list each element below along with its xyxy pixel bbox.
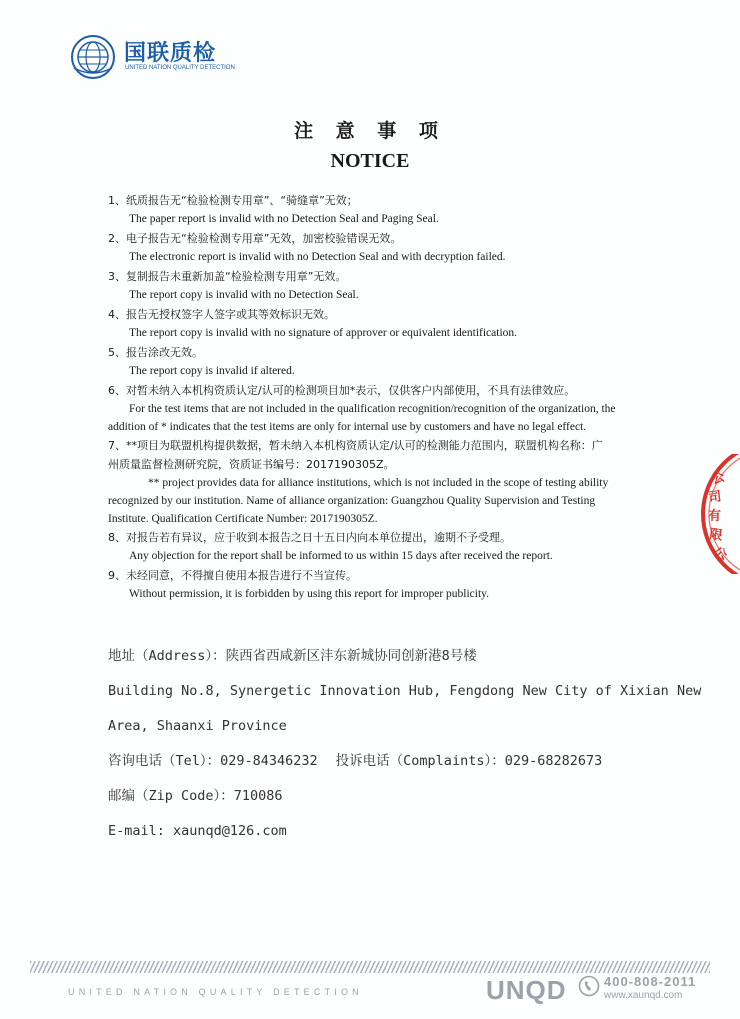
company-logo [70,34,270,78]
notice-text-cn: 8、对报告若有异议，应于收到本报告之日十五日内向本单位提出，逾期不予受理。 [108,531,511,544]
svg-text:限: 限 [708,527,724,544]
notice-text-en: Without permission, it is forbidden by using this report for improper publicity. [129,588,490,600]
notice-item [108,381,683,436]
notice-text-en-line: recognized by our institution. Name of alliance organization: Guangzhou Quality Supervision and Testing [108,495,596,507]
notice-text-en [108,400,683,436]
svg-text:公: 公 [711,545,729,564]
notice-text-en-line: Institute. Qualification Certificate Number: 2017190305Z. [108,513,378,525]
email: E-mail: xaunqd@126.com [108,823,287,839]
notice-text-en: The paper report is invalid with no Detection Seal and Paging Seal. [129,213,439,225]
page-title-chinese: 注 意 事 项 [294,120,446,142]
notice-text-en: The electronic report is invalid with no Detection Seal and with decryption failed. [129,251,506,263]
notice-text-en-line: ** project provides data for alliance institutions, which is not included in the scope of testing ability [148,477,609,489]
notice-text-en: The report copy is invalid if altered. [129,365,295,377]
notice-text-en: The report copy is invalid with no Detection Seal. [129,289,359,301]
notice-item [108,566,683,604]
globe-emblem-icon [70,34,116,80]
address-en-line: Building No.8, Synergetic Innovation Hub, Fengdong New City of Xixian New [108,683,702,699]
notice-text-en-line: For the test items that are not included in the qualification recognition/recognition of the organization, the [129,403,616,415]
notice-item [108,191,683,229]
notice-item [108,229,683,267]
notice-text-cn: 5、报告涂改无效。 [108,346,203,359]
address-en-line: Area, Shaanxi Province [108,718,287,734]
notice-item [108,305,683,343]
notice-item [108,528,683,566]
svg-text:司: 司 [707,489,723,506]
logo-chinese-name: 国联质检 [124,41,217,66]
notice-text-cn: 4、报告无授权签字人签字或其等效标识无效。 [108,308,335,321]
notice-text-cn: 2、电子报告无“检验检测专用章”无效，加密校验错误无效。 [108,232,402,245]
notice-text-cn: 9、未经同意，不得擅自使用本报告进行不当宣传。 [108,569,357,582]
zip-code: 邮编（Zip Code）：710086 [108,788,283,804]
footer-hotline: 400-808-2011 [604,974,697,989]
footer-tagline: UNITED NATION QUALITY DETECTION [68,987,363,997]
phone-line [108,749,708,784]
notice-item [108,267,683,305]
logo-english-name: UNITED NATION QUALITY DETECTION [125,65,235,71]
svg-text:有: 有 [708,509,722,524]
page-title-english: NOTICE [330,150,410,172]
footer-stripe [30,961,710,973]
notice-text-cn: 1、纸质报告无“检验检测专用章”、“骑缝章”无效； [108,194,358,207]
phone-icon [578,975,600,997]
contact-info [108,644,708,854]
consult-tel: 咨询电话（Tel）：029-84346232 [108,753,318,769]
notice-text-en [108,474,683,528]
red-seal-stamp [693,454,740,574]
complaints-tel: 投诉电话（Complaints）：029-68282673 [335,753,603,769]
footer-brand: UNQD [486,975,567,1005]
notice-text-cn: 3、复制报告未重新加盖“检验检测专用章”无效。 [108,270,347,283]
notice-text-cn: 6、对暂未纳入本机构资质认定/认可的检测项目加*表示，仅供客户内部使用，不具有法律效应。 [108,384,576,397]
notice-text-en-line: addition of * indicates that the test items are only for internal use by customers and have no legal effect. [108,421,587,433]
notice-list [108,191,683,604]
notice-item [108,436,683,528]
notice-text-cn-line: 7、**项目为联盟机构提供数据，暂未纳入本机构资质认定/认可的检测能力范围内，联盟机构名称：广 [108,439,603,452]
notice-text-cn-line: 州质量监督检测研究院，资质证书编号：2017190305Z。 [108,458,395,471]
notice-item [108,343,683,381]
address-cn: 地址（Address）：陕西省西咸新区沣东新城协同创新港8号楼 [108,648,477,664]
footer-website: www.xaunqd.com [604,990,683,1001]
notice-text-en: Any objection for the report shall be informed to us within 15 days after received the report. [129,550,553,562]
svg-text:公: 公 [709,469,727,488]
notice-text-en: The report copy is invalid with no signature of approver or equivalent identification. [129,327,518,339]
notice-text-cn [108,436,683,474]
